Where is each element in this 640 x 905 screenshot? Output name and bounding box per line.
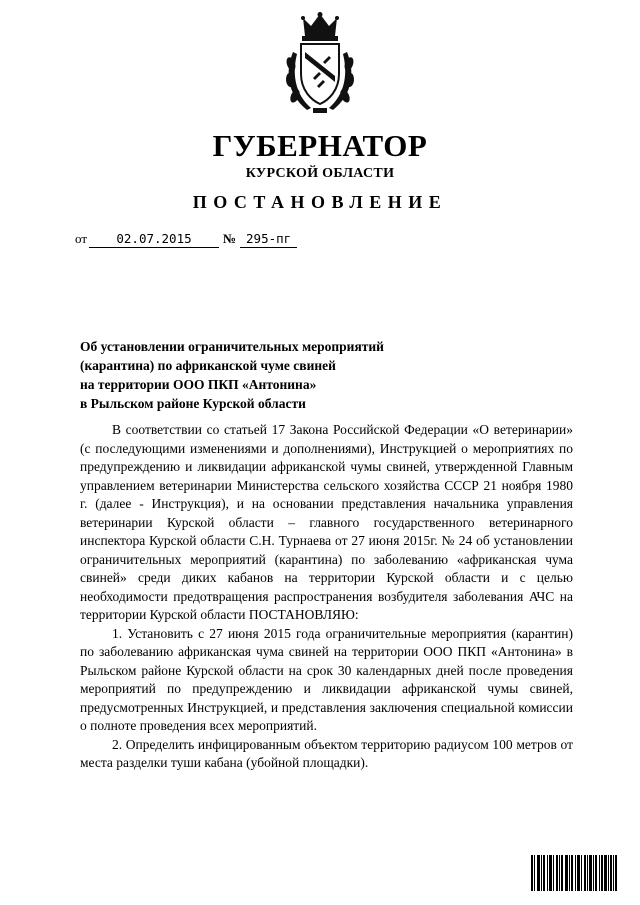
preamble-paragraph: В соответствии со статьей 17 Закона Российской Федерации «О ветеринарии» (с последующими изменениями и дополнениями), Инструкцией о мероприятиях по предупреждению и ликвидации африканской чумы свиней, утвержденной Главным управлением ветеринарии Министерства сельского хозяйства СССР 21 ноября 1980 г. (далее - Инструкция), и на основании представления начальника управления ветеринарии Курской области – главного государственного ветеринарного инспектора Курской области С.Н. Турнаева от 27 июня 2015г. № 24 об установлении ограничительных мероприятий (карантина) по заболеванию «африканская чума свиней» среди диких кабанов на территории Курской области и с целью необходимости предотвращения распространения возбудителя заболевания АЧС на территории Курской области ПОСТАНОВЛЯЮ: (80, 422, 573, 622)
clause-paragraph: 1. Установить с 27 июня 2015 года ограничительные мероприятия (карантин) по заболеванию африканская чума свиней на территории ООО ПКП «Антонина» в Рыльском районе Курской области на срок 30 календарных дней после проведения мероприятий по предупреждению и ликвидации африканской чумы свиней, предусмотренных Инструкцией, и представления заключения специальной комиссии о полноте проведения всех мероприятий. (80, 625, 573, 733)
subject-line: (карантина) по африканской чуме свиней (80, 358, 336, 373)
subject-line: в Рыльском районе Курской области (80, 396, 306, 411)
coat-of-arms-emblem (283, 12, 357, 118)
subject-line: на территории ООО ПКП «Антонина» (80, 377, 317, 392)
date-from-label: от (75, 231, 88, 246)
governor-title: ГУБЕРНАТОР (212, 128, 428, 163)
document-subject (80, 337, 460, 413)
document-number-line (75, 231, 297, 248)
subject-line: Об установлении ограничительных мероприятий (80, 339, 384, 354)
document-date: 02.07.2015 (89, 231, 219, 248)
clause-paragraph: 2. Определить инфицированным объектом территорию радиусом 100 метров от места разделки туши кабана (убойной площадки). (80, 736, 573, 770)
number-sign: № (223, 231, 237, 246)
document-body (80, 421, 573, 773)
region-subtitle: КУРСКОЙ ОБЛАСТИ (245, 166, 395, 181)
document-type-heading: ПОСТАНОВЛЕНИЕ (192, 192, 448, 212)
document-number: 295-пг (240, 231, 297, 248)
barcode-icon (531, 855, 617, 891)
